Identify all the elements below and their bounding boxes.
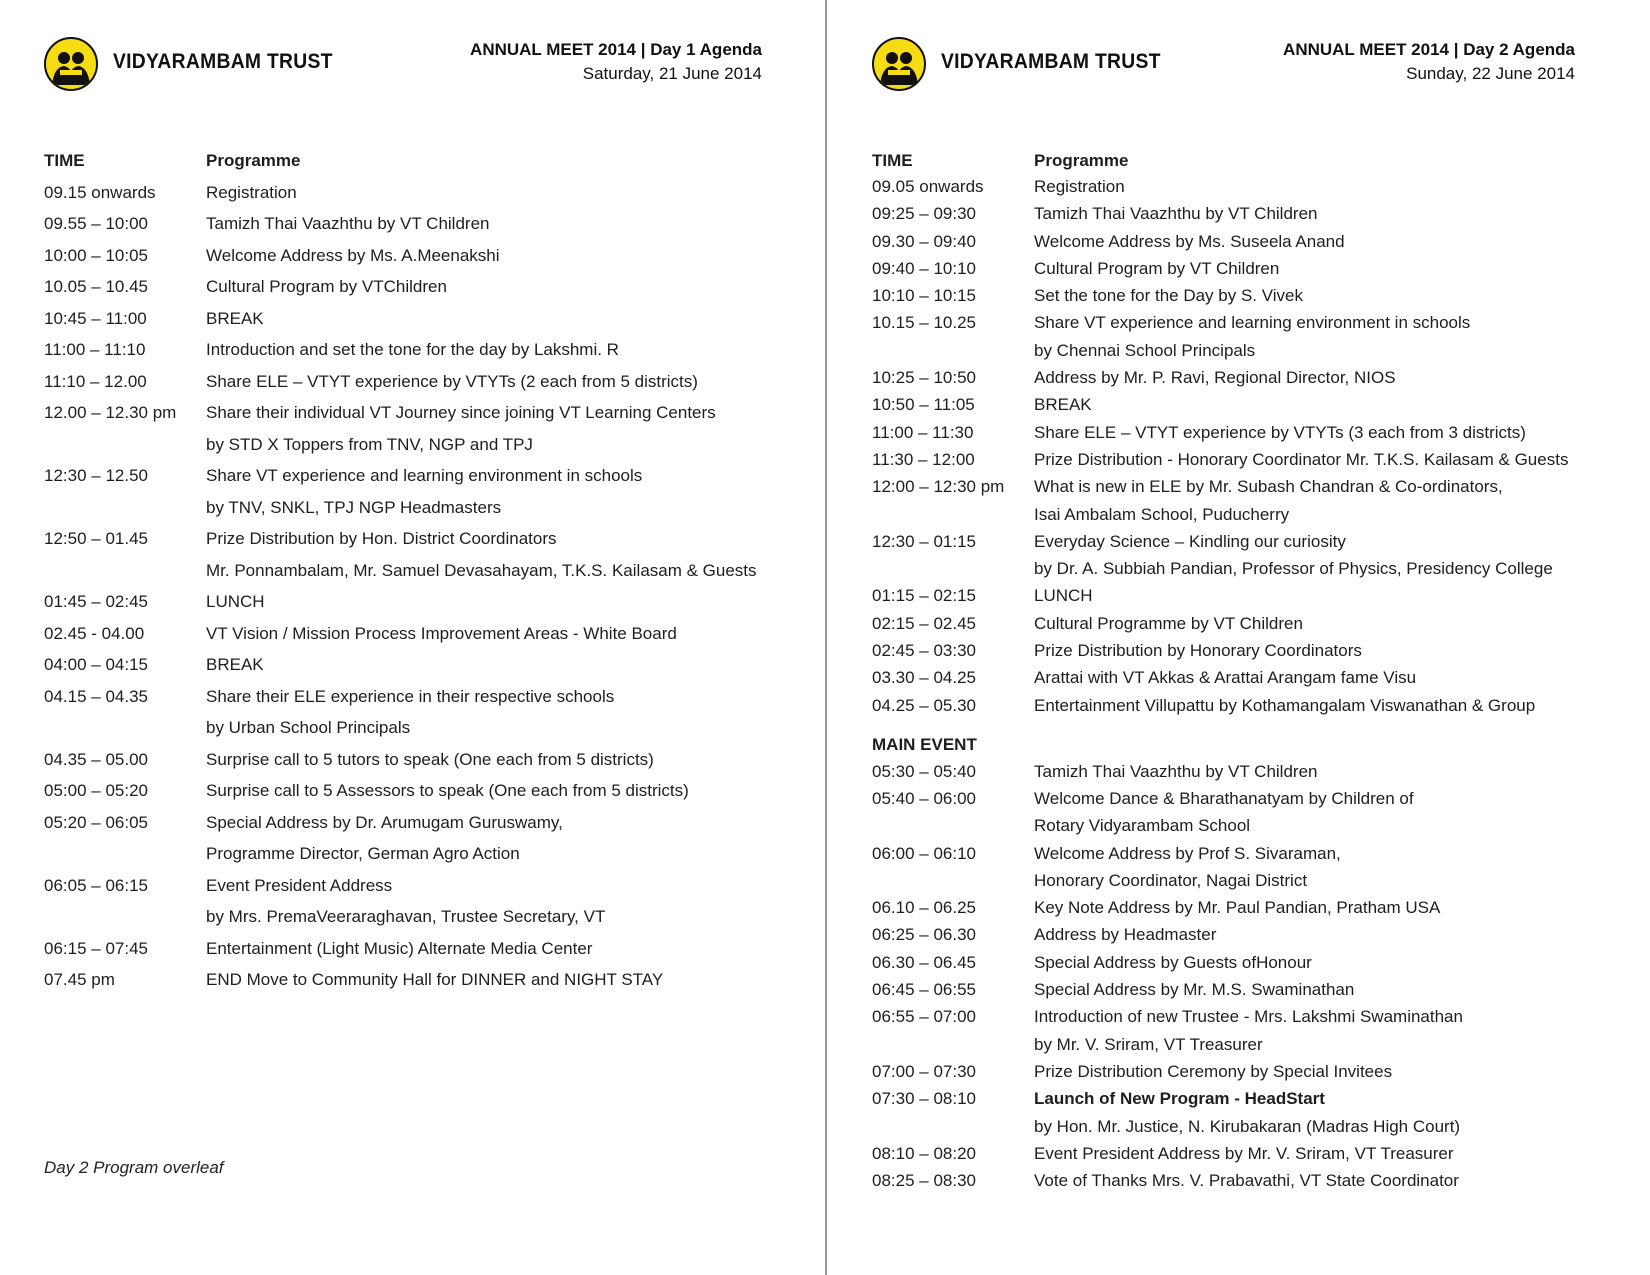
brand-name: VIDYARAMBAM TRUST — [113, 50, 333, 73]
programme-cell: Tamizh Thai Vaazhthu by VT Children — [206, 214, 490, 233]
time-cell: 10.05 – 10.45 — [44, 277, 148, 296]
table-row — [872, 585, 1622, 606]
time-cell: 10:00 – 10:05 — [44, 245, 148, 265]
time-cell — [872, 870, 1034, 891]
agenda-table — [872, 150, 1622, 1197]
table-row — [872, 312, 1622, 333]
time-cell: 10.15 – 10.25 — [872, 313, 976, 333]
table-row — [44, 182, 794, 203]
programme-cell: Special Address by Guests ofHonour — [1034, 952, 1312, 972]
programme-cell: Surprise call to 5 tutors to speak (One each from 5 districts) — [206, 749, 654, 769]
time-cell: 10:50 – 11:05 — [872, 395, 975, 415]
table-row — [872, 258, 1622, 279]
programme-cell: by Mr. V. Sriram, VT Treasurer — [1034, 1034, 1263, 1054]
time-cell: 12:30 – 12.50 — [44, 466, 148, 485]
programme-cell: Mr. Ponnambalam, Mr. Samuel Devasahayam, T.K.S. Kailasam & Guests — [206, 560, 757, 580]
table-row — [44, 686, 794, 707]
programme-cell: Share VT experience and learning environment in schools — [1034, 313, 1471, 333]
programme-cell: Rotary Vidyarambam School — [1034, 816, 1251, 836]
table-row — [44, 843, 794, 864]
time-cell: 11:00 – 11:30 — [872, 422, 974, 442]
table-header — [872, 150, 1622, 171]
table-row — [44, 780, 794, 801]
programme-cell: What is new in ELE by Mr. Subash Chandran & Co-ordinators, — [1034, 477, 1503, 497]
agenda-date: Sunday, 22 June 2014 — [1406, 64, 1575, 83]
time-cell: 02:45 – 03:30 — [872, 641, 976, 661]
table-row — [872, 340, 1622, 361]
programme-cell: Arattai with VT Akkas & Arattai Arangam fame Visu — [1034, 668, 1417, 688]
time-cell — [872, 504, 1034, 525]
overleaf-note: Day 2 Program overleaf — [44, 1158, 224, 1177]
table-row — [872, 761, 1622, 782]
programme-cell: Prize Distribution by Honorary Coordinators — [1034, 641, 1362, 661]
time-cell: 07:30 – 08:10 — [872, 1089, 976, 1109]
table-row — [44, 339, 794, 360]
programme-cell: Special Address by Dr. Arumugam Guruswamy, — [206, 812, 563, 832]
table-row — [872, 843, 1622, 864]
table-row — [44, 497, 794, 518]
time-cell: 11:10 – 12.00 — [44, 371, 147, 391]
programme-cell: Share ELE – VTYT experience by VTYTs (2 each from 5 districts) — [206, 371, 698, 391]
time-cell: 04.25 – 05.30 — [872, 695, 976, 715]
programme-cell: BREAK — [206, 308, 264, 328]
table-row — [872, 367, 1622, 388]
time-cell: 09.15 onwards — [44, 182, 156, 202]
time-cell: 11:30 – 12:00 — [872, 449, 975, 469]
programme-cell: Welcome Address by Prof S. Sivaraman, — [1034, 843, 1341, 863]
time-cell: 07:00 – 07:30 — [872, 1061, 976, 1081]
programme-cell: by Chennai School Principals — [1034, 340, 1256, 360]
agenda-header — [1283, 40, 1575, 84]
time-cell: 04.35 – 05.00 — [44, 749, 148, 769]
time-cell: 06:55 – 07:00 — [872, 1007, 976, 1027]
table-row — [872, 176, 1622, 197]
programme-cell: Share ELE – VTYT experience by VTYTs (3 each from 3 districts) — [1034, 422, 1526, 442]
table-row — [872, 952, 1622, 973]
programme-cell: Surprise call to 5 Assessors to speak (One each from 5 districts) — [206, 781, 689, 800]
table-row — [872, 640, 1622, 661]
programme-column-header: Programme — [1034, 151, 1129, 170]
time-column-header: TIME — [872, 151, 913, 170]
table-row — [872, 695, 1622, 716]
programme-cell: VT Vision / Mission Process Improvement Areas - White Board — [206, 623, 677, 643]
table-row — [44, 245, 794, 266]
time-cell: 06:45 – 06:55 — [872, 980, 976, 1000]
agenda-date: Saturday, 21 June 2014 — [582, 64, 762, 83]
programme-cell: LUNCH — [1034, 586, 1093, 606]
time-cell: 10:10 – 10:15 — [872, 286, 976, 306]
time-cell — [872, 558, 1034, 579]
time-cell: 08:10 – 08:20 — [872, 1143, 976, 1163]
table-row — [44, 812, 794, 833]
table-row — [872, 924, 1622, 945]
time-cell: 01:15 – 02:15 — [872, 586, 976, 606]
table-row — [44, 938, 794, 959]
time-cell — [44, 497, 206, 518]
time-cell: 04.15 – 04.35 — [44, 686, 148, 706]
table-row — [872, 476, 1622, 497]
programme-cell: Introduction of new Trustee - Mrs. Lakshmi Swaminathan — [1034, 1007, 1463, 1027]
programme-cell: Share their ELE experience in their respective schools — [206, 686, 615, 706]
time-cell: 06.30 – 06.45 — [872, 952, 976, 972]
time-cell: 06:05 – 06:15 — [44, 875, 148, 895]
programme-cell: Registration — [206, 182, 297, 202]
programme-cell: Share their individual VT Journey since joining VT Learning Centers — [206, 403, 716, 422]
table-row — [872, 1088, 1622, 1109]
time-cell: 11:00 – 11:10 — [44, 340, 146, 359]
time-cell — [872, 1034, 1034, 1055]
time-cell: 10:45 – 11:00 — [44, 308, 147, 328]
time-cell: 02:15 – 02.45 — [872, 613, 976, 633]
programme-cell: by Urban School Principals — [206, 718, 411, 737]
time-cell: 07.45 pm — [44, 970, 115, 989]
table-row — [872, 231, 1622, 252]
table-row — [44, 906, 794, 927]
table-row — [872, 870, 1622, 891]
table-row — [872, 285, 1622, 306]
agenda-header — [470, 40, 762, 84]
time-cell: 09:40 – 10:10 — [872, 258, 976, 278]
time-cell: 12:00 – 12:30 pm — [872, 477, 1005, 497]
programme-cell: Introduction and set the tone for the day by Lakshmi. R — [206, 340, 619, 359]
programme-cell: by Hon. Mr. Justice, N. Kirubakaran (Madras High Court) — [1034, 1116, 1461, 1136]
programme-cell: Address by Mr. P. Ravi, Regional Director, NIOS — [1034, 368, 1396, 388]
table-row — [44, 371, 794, 392]
table-row — [872, 815, 1622, 836]
time-cell: 09:25 – 09:30 — [872, 204, 976, 224]
table-row — [872, 1116, 1622, 1137]
programme-cell: Key Note Address by Mr. Paul Pandian, Pratham USA — [1034, 898, 1441, 918]
table-header — [44, 150, 794, 171]
time-cell: 06:25 – 06.30 — [872, 925, 976, 945]
time-cell: 04:00 – 04:15 — [44, 655, 148, 674]
time-cell — [44, 560, 206, 581]
programme-cell: Honorary Coordinator, Nagai District — [1034, 870, 1308, 890]
time-cell: 06:00 – 06:10 — [872, 843, 976, 863]
programme-cell: Tamizh Thai Vaazhthu by VT Children — [1034, 761, 1318, 781]
table-row — [44, 213, 794, 234]
table-row — [872, 1006, 1622, 1027]
time-column-header: TIME — [44, 151, 85, 170]
programme-cell: Launch of New Program - HeadStart — [1034, 1089, 1325, 1109]
programme-cell: Programme Director, German Agro Action — [206, 844, 520, 863]
page-divider — [825, 0, 827, 1275]
table-row — [44, 875, 794, 896]
table-row — [872, 667, 1622, 688]
programme-cell: Prize Distribution by Hon. District Coordinators — [206, 529, 557, 548]
time-cell: 02.45 - 04.00 — [44, 623, 145, 643]
table-row — [872, 1143, 1622, 1164]
programme-cell: Cultural Program by VTChildren — [206, 277, 447, 296]
time-cell: 05:40 – 06:00 — [872, 788, 976, 808]
programme-cell: Set the tone for the Day by S. Vivek — [1034, 286, 1304, 306]
table-row — [872, 531, 1622, 552]
table-row — [44, 654, 794, 675]
programme-cell: by Dr. A. Subbiah Pandian, Professor of Physics, Presidency College — [1034, 559, 1553, 579]
time-cell: 12:50 – 01.45 — [44, 529, 148, 548]
table-row — [44, 308, 794, 329]
time-cell: 12.00 – 12.30 pm — [44, 403, 177, 422]
table-row — [872, 897, 1622, 918]
table-row — [44, 276, 794, 297]
programme-cell: by STD X Toppers from TNV, NGP and TPJ — [206, 434, 533, 454]
time-cell — [44, 717, 206, 738]
time-cell — [872, 340, 1034, 361]
table-row — [872, 504, 1622, 525]
programme-cell: Prize Distribution Ceremony by Special Invitees — [1034, 1061, 1393, 1081]
table-row — [44, 623, 794, 644]
time-cell: 06.10 – 06.25 — [872, 898, 976, 918]
programme-column-header: Programme — [206, 151, 301, 170]
time-cell: 01:45 – 02:45 — [44, 592, 148, 611]
table-row — [44, 402, 794, 423]
programme-cell: Welcome Dance & Bharathanatyam by Children of — [1034, 788, 1414, 808]
table-row — [872, 203, 1622, 224]
table-row — [44, 717, 794, 738]
table-row — [872, 394, 1622, 415]
table-row — [872, 613, 1622, 634]
programme-cell: Welcome Address by Ms. Suseela Anand — [1034, 231, 1345, 251]
time-cell: 06:15 – 07:45 — [44, 938, 148, 958]
table-row — [44, 749, 794, 770]
programme-cell: Address by Headmaster — [1034, 925, 1217, 945]
table-row — [44, 465, 794, 486]
time-cell — [872, 815, 1034, 836]
programme-cell: END Move to Community Hall for DINNER and NIGHT STAY — [206, 970, 664, 989]
table-row — [872, 449, 1622, 470]
time-cell: 05:00 – 05:20 — [44, 781, 148, 800]
agenda-title: ANNUAL MEET 2014 | Day 1 Agenda — [470, 40, 762, 59]
programme-cell: Entertainment (Light Music) Alternate Media Center — [206, 938, 593, 958]
programme-cell: Event President Address by Mr. V. Sriram, VT Treasurer — [1034, 1143, 1454, 1163]
table-row — [872, 1034, 1622, 1055]
programme-cell: Special Address by Mr. M.S. Swaminathan — [1034, 980, 1355, 1000]
table-row — [44, 560, 794, 581]
time-cell: 09.05 onwards — [872, 177, 984, 196]
programme-cell: Tamizh Thai Vaazhthu by VT Children — [1034, 204, 1318, 224]
vidyarambam-logo-icon — [872, 37, 926, 91]
programme-cell: Entertainment Villupattu by Kothamangalam Viswanathan & Group — [1034, 695, 1536, 715]
table-row — [872, 1061, 1622, 1082]
programme-cell: Prize Distribution - Honorary Coordinator Mr. T.K.S. Kailasam & Guests — [1034, 449, 1569, 469]
programme-cell: by Mrs. PremaVeeraraghavan, Trustee Secretary, VT — [206, 907, 606, 926]
brand-name: VIDYARAMBAM TRUST — [941, 50, 1161, 73]
table-row — [872, 788, 1622, 809]
time-cell — [44, 906, 206, 927]
time-cell: 10:25 – 10:50 — [872, 368, 976, 388]
programme-cell: Vote of Thanks Mrs. V. Prabavathi, VT State Coordinator — [1034, 1171, 1459, 1191]
time-cell: 08:25 – 08:30 — [872, 1171, 976, 1191]
time-cell: 09.55 – 10:00 — [44, 214, 148, 233]
time-cell — [44, 843, 206, 864]
time-cell: 03.30 – 04.25 — [872, 668, 976, 688]
programme-cell: BREAK — [1034, 395, 1092, 415]
time-cell: 05:20 – 06:05 — [44, 812, 148, 832]
time-cell: 09.30 – 09:40 — [872, 231, 976, 251]
table-row — [44, 528, 794, 549]
time-cell — [872, 1116, 1034, 1137]
programme-cell: Isai Ambalam School, Puducherry — [1034, 504, 1290, 524]
time-cell — [44, 434, 206, 455]
time-cell: 05:30 – 05:40 — [872, 761, 976, 781]
agenda-table — [44, 150, 794, 1001]
programme-cell: Share VT experience and learning environment in schools — [206, 466, 643, 485]
table-row — [44, 434, 794, 455]
programme-cell: by TNV, SNKL, TPJ NGP Headmasters — [206, 497, 502, 517]
table-row — [872, 1170, 1622, 1191]
table-row — [44, 591, 794, 612]
programme-cell: Cultural Program by VT Children — [1034, 258, 1280, 278]
programme-cell: Everyday Science – Kindling our curiosity — [1034, 531, 1346, 551]
programme-cell: Registration — [1034, 177, 1125, 196]
programme-cell: Welcome Address by Ms. A.Meenakshi — [206, 245, 500, 265]
main-event-heading: MAIN EVENT — [872, 734, 977, 754]
table-row — [872, 558, 1622, 579]
table-row — [872, 422, 1622, 443]
programme-cell: LUNCH — [206, 592, 265, 611]
vidyarambam-logo-icon — [44, 37, 98, 91]
day2-page — [828, 0, 1650, 1275]
time-cell: 12:30 – 01:15 — [872, 531, 976, 551]
programme-cell: BREAK — [206, 655, 264, 674]
table-row — [872, 979, 1622, 1000]
programme-cell: Event President Address — [206, 875, 393, 895]
agenda-title: ANNUAL MEET 2014 | Day 2 Agenda — [1283, 40, 1575, 59]
programme-cell: Cultural Programme by VT Children — [1034, 613, 1303, 633]
table-row — [44, 969, 794, 990]
